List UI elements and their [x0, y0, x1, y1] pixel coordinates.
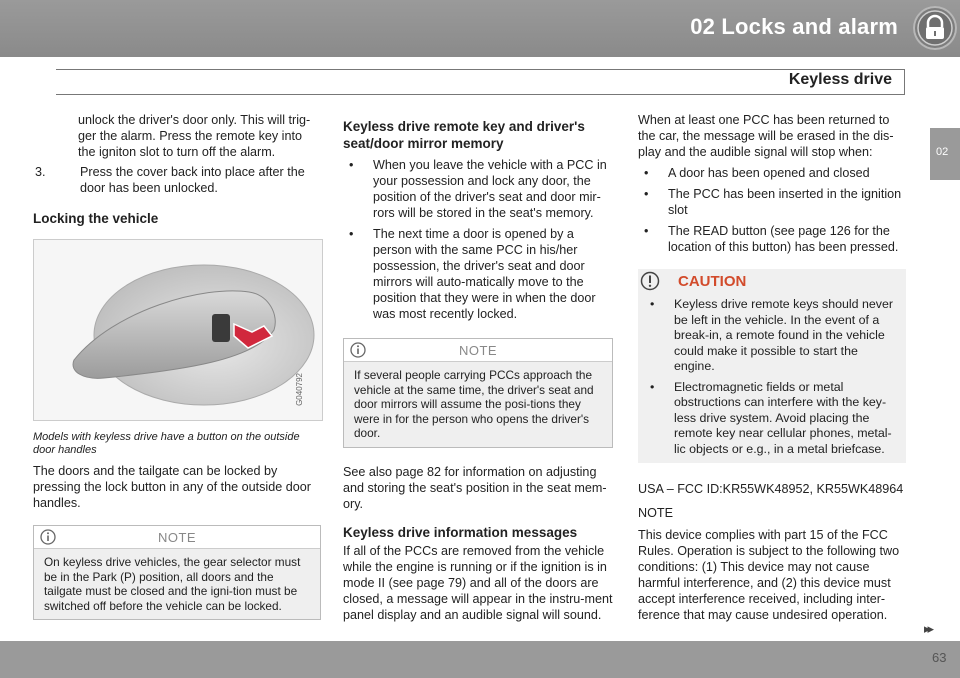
column-2: [343, 112, 613, 623]
section-title: Keyless drive: [788, 71, 892, 88]
bullet-icon: •: [349, 227, 354, 241]
chapter-title: 02 Locks and alarm: [690, 14, 898, 39]
note-text: On keyless drive vehicles, the gear selector must be in the Park (P) position, all doors and the tailgate must be closed and the igni-tion must be switched off before the vehicle can be locked.: [34, 549, 320, 619]
list-item: [644, 297, 900, 375]
note-box: [343, 338, 613, 448]
section-bar: [56, 69, 905, 95]
step-text: Press the cover back into place after the door has been unlocked.: [80, 165, 305, 195]
caution-label: CAUTION: [678, 273, 747, 290]
list-item: [638, 186, 906, 218]
column-1: [33, 112, 321, 620]
bullet-icon: •: [644, 166, 649, 180]
intro-paragraph: unlock the driver's door only. This will trig-ger the alarm. Press the remote key into the igniton slot to turn off the alarm.: [78, 113, 311, 159]
bullet-icon: •: [650, 297, 655, 311]
fcc-paragraph: This device complies with part 15 of the FCC Rules. Operation is subject to the following two conditions: (1) This device may not cause harmful interference, and (2) this device must accept interference received, including inter-ference that may cause undesired operation.: [638, 528, 900, 622]
lock-icon: [913, 6, 957, 50]
fcc-id: USA – FCC ID:KR55WK48952, KR55WK48964: [638, 482, 904, 496]
pcc-return-paragraph: When at least one PCC has been returned to the car, the message will be erased in the dis-play and the audible signal will stop when:: [638, 113, 894, 159]
list-item-text: The PCC has been inserted in the ignition slot: [668, 187, 902, 217]
seat-memory-paragraph: See also page 82 for information on adjusting and storing the seat's position in the seat mem-ory.: [343, 464, 607, 511]
footer-band: [0, 641, 960, 678]
info-messages-paragraph: If all of the PCCs are removed from the vehicle while the engine is running or if the ignition is in mode II (see page 79) and all of the doors are closed, a message will appear in the instru-ment panel display and an audible signal will sound.: [343, 543, 613, 622]
bullet-icon: •: [644, 224, 649, 238]
note-text: If several people carrying PCCs approach the vehicle at the same time, the driver's seat and door mirrors will assume the posi-tions they were in for the person who opens the driver's door.: [344, 362, 612, 447]
list-item: [644, 380, 900, 458]
bullet-icon: •: [349, 158, 354, 172]
note-header: [344, 339, 612, 362]
page-number: 63: [932, 650, 947, 665]
list-item-text: Keyless drive remote keys should never be left in the vehicle. In the event of a break-in, a remote found in the vehicle could make it possible to start the engine.: [674, 297, 894, 373]
heading-locking: Locking the vehicle: [33, 211, 159, 226]
step-number: 3.: [35, 165, 46, 179]
caution-body: [638, 295, 906, 463]
list-item: [343, 226, 613, 322]
column-3: [638, 112, 906, 623]
heading-info-messages: Keyless drive information messages: [343, 524, 578, 540]
note-label: NOTE: [458, 343, 498, 358]
note-box: [33, 525, 321, 620]
door-handle-figure: [33, 239, 323, 421]
list-item-text: A door has been opened and closed: [668, 166, 870, 180]
fcc-note-word: NOTE: [638, 506, 673, 520]
list-item-text: Electromagnetic fields or metal obstructions can interfere with the key-less drive system. Avoid placing the remote key near cellular phones, metal-lic objects or e.g., in a metal briefcase.: [674, 379, 892, 456]
warning-icon: [640, 271, 660, 295]
locking-paragraph: The doors and the tailgate can be locked by pressing the lock button in any of the outside door handles.: [33, 464, 311, 510]
list-item: [638, 165, 906, 181]
step-3: [33, 164, 321, 196]
figure-caption: Models with keyless drive have a button on the outside door handles: [33, 431, 300, 456]
caution-header: [638, 269, 906, 295]
list-item: [638, 223, 906, 255]
list-item: [343, 157, 613, 221]
note-label: NOTE: [157, 530, 197, 545]
note-header: [34, 526, 320, 549]
list-item-text: The READ button (see page 126 for the location of this button) has been pressed.: [668, 224, 899, 254]
figure-code: G040792: [295, 373, 304, 406]
list-item-text: When you leave the vehicle with a PCC in your possession and lock any door, the position of the driver's seat and door mir-rors will be stored in the seat's memory.: [373, 158, 607, 220]
bullet-icon: •: [644, 187, 649, 201]
bullet-icon: •: [650, 379, 655, 394]
heading-remote-memory: Keyless drive remote key and driver's seat/door mirror memory: [343, 119, 585, 151]
list-item-text: The next time a door is opened by a person with the same PCC in his/her possession, the driver's seat and door mirrors will auto-matically move to the position that they were in when the door was most recently locked.: [373, 227, 596, 321]
chapter-tab: [930, 128, 960, 180]
next-page-arrows-icon[interactable]: ▸▸: [924, 621, 932, 636]
chapter-tab-label: 02: [936, 146, 949, 158]
caution-box: [638, 269, 906, 463]
